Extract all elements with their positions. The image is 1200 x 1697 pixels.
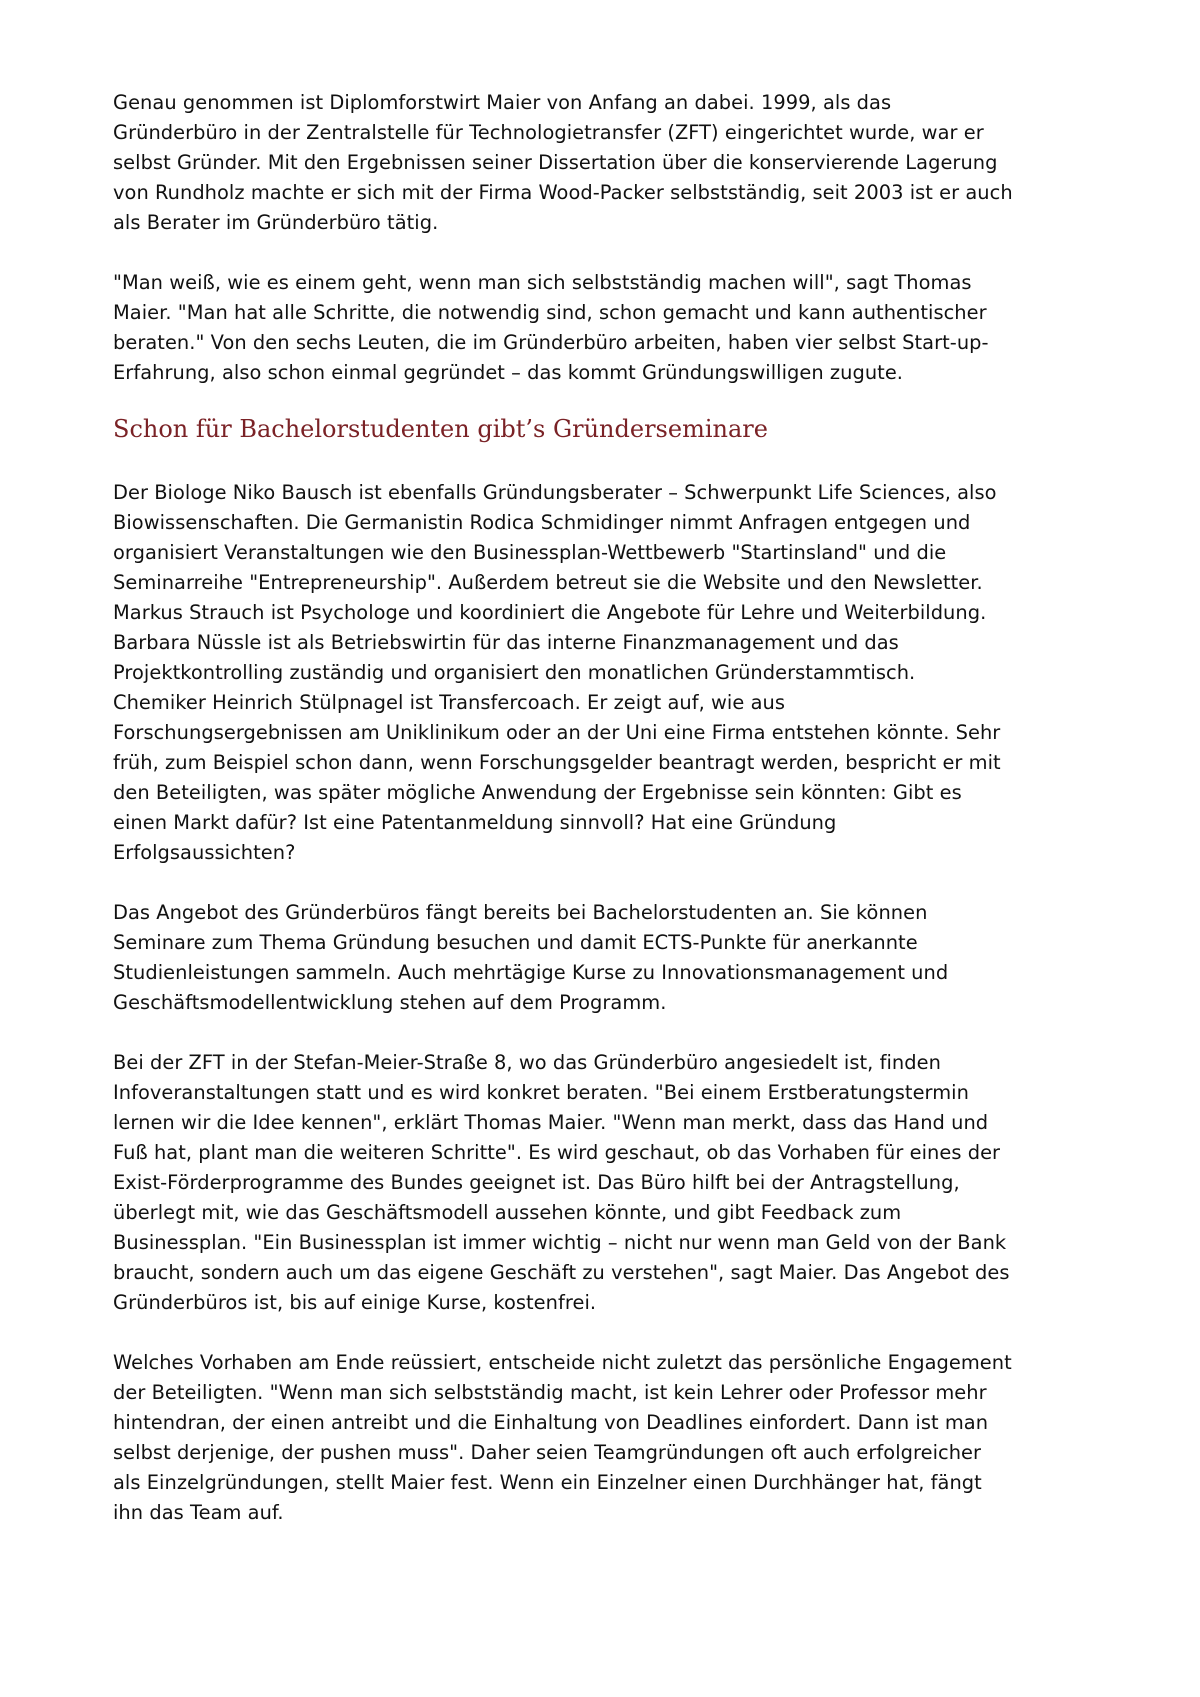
paragraph: Bei der ZFT in der Stefan-Meier-Straße 8, wo das Gründerbüro angesiedelt ist, finden Infoveranstaltungen statt und es wird konkret beraten. "Bei einem Erstberatungstermin lernen wir die Idee kennen", erklärt Thomas Maier. "Wenn man merkt, dass das Hand und Fuß hat, plant man die weiteren Schritte". Es wird geschaut, ob das Vorhaben für eines der Exist-Förderprogramme des Bundes geeignet ist. Das Büro hilft bei der Antragstellung, überlegt mit, wie das Geschäftsmodell aussehen könnte, und gibt Feedback zum Businessplan. "Ein Businessplan ist immer wichtig – nicht nur wenn man Geld von der Bank braucht, sondern auch um das eigene Geschäft zu verstehen", sagt Maier. Das Angebot des Gründerbüros ist, bis auf einige Kurse, kostenfrei. xyxy=(113,1051,1010,1314)
paragraph: Genau genommen ist Diplomforstwirt Maier von Anfang an dabei. 1999, als das Gründerbüro in der Zentralstelle für Technologietransfer (ZFT) eingerichtet wurde, war er selbst Gründer. Mit den Ergebnissen seiner Dissertation über die konservierende Lagerung von Rundholz machte er sich mit der Firma Wood-Packer selbstständig, seit 2003 ist er auch als Berater im Gründerbüro tätig. xyxy=(113,91,1013,234)
paragraph: "Man weiß, wie es einem geht, wenn man sich selbstständig machen will", sagt Thomas Maier. "Man hat alle Schritte, die notwendig sind, schon gemacht und kann authentischer beraten." Von den sechs Leuten, die im Gründerbüro arbeiten, haben vier selbst Start-up-Erfahrung, also schon einmal gegründet – das kommt Gründungswilligen zugute. xyxy=(113,271,989,384)
section-subheading: Schon für Bachelorstudenten gibt’s Gründerseminare xyxy=(113,415,768,443)
paragraph: Der Biologe Niko Bausch ist ebenfalls Gründungsberater – Schwerpunkt Life Sciences, also Biowissenschaften. Die Germanistin Rodica Schmidinger nimmt Anfragen entgegen und organisiert Veranstaltungen wie den Businessplan-Wettbewerb "Startinsland" und die Seminarreihe "Entrepreneurship". Außerdem betreut sie die Website und den Newsletter. Markus Strauch ist Psychologe und koordiniert die Angebote für Lehre und Weiterbildung. Barbara Nüssle ist als Betriebswirtin für das interne Finanzmanagement und das Projektkontrolling zuständig und organisiert den monatlichen Gründerstammtisch. Chemiker Heinrich Stülpnagel ist Transfercoach. Er zeigt auf, wie aus Forschungsergebnissen am Uniklinikum oder an der Uni eine Firma entstehen könnte. Sehr früh, zum Beispiel schon dann, wenn Forschungsgelder beantragt werden, bespricht er mit den Beteiligten, was später mögliche Anwendung der Ergebnisse sein könnten: Gibt es einen Markt dafür? Ist eine Patentanmeldung sinnvoll? Hat eine Gründung Erfolgsaussichten? xyxy=(113,481,1001,864)
paragraph: Welches Vorhaben am Ende reüssiert, entscheide nicht zuletzt das persönliche Engagement der Beteiligten. "Wenn man sich selbstständig macht, ist kein Lehrer oder Professor mehr hintendran, der einen antreibt und die Einhaltung von Deadlines einfordert. Dann ist man selbst derjenige, der pushen muss". Daher seien Teamgründungen oft auch erfolgreicher als Einzelgründungen, stellt Maier fest. Wenn ein Einzelner einen Durchhänger hat, fängt ihn das Team auf. xyxy=(113,1351,1012,1524)
paragraph: Das Angebot des Gründerbüros fängt bereits bei Bachelorstudenten an. Sie können Seminare zum Thema Gründung besuchen und damit ECTS-Punkte für anerkannte Studienleistungen sammeln. Auch mehrtägige Kurse zu Innovationsmanagement und Geschäftsmodellentwicklung stehen auf dem Programm. xyxy=(113,901,949,1014)
article-body xyxy=(113,88,1013,1528)
